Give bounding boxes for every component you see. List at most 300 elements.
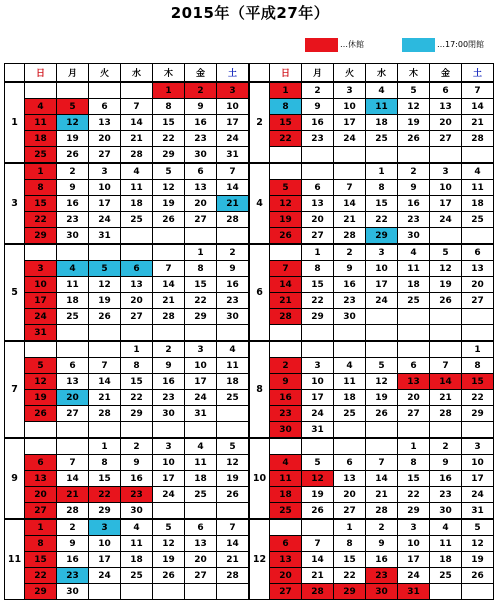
day-cell: 6: [302, 180, 334, 196]
day-cell: 2: [57, 519, 89, 536]
day-cell: 11: [217, 358, 250, 374]
day-cell: 25: [121, 568, 153, 584]
day-cell: 3: [25, 261, 57, 277]
day-cell: [153, 244, 185, 261]
day-cell: 17: [462, 471, 494, 487]
day-cell: [217, 503, 250, 520]
day-cell: 9: [334, 261, 366, 277]
day-cell: 6: [430, 82, 462, 99]
day-cell: [270, 244, 302, 261]
day-cell: 30: [334, 309, 366, 325]
day-cell: 21: [121, 131, 153, 147]
day-cell: 23: [398, 212, 430, 228]
day-cell: [270, 438, 302, 455]
day-cell: [430, 228, 462, 245]
day-cell: 2: [153, 341, 185, 358]
day-cell: 9: [57, 536, 89, 552]
day-cell: 5: [57, 99, 89, 115]
day-cell: [57, 438, 89, 455]
day-cell: 27: [185, 568, 217, 584]
day-cell: [153, 503, 185, 520]
day-cell: 27: [334, 503, 366, 520]
day-cell: 1: [366, 163, 398, 180]
day-cell: 27: [398, 406, 430, 422]
day-cell: 26: [270, 228, 302, 245]
day-cell: 11: [57, 277, 89, 293]
day-cell: 31: [398, 584, 430, 600]
day-cell: 7: [153, 261, 185, 277]
day-cell: 2: [302, 82, 334, 99]
day-cell: 22: [25, 212, 57, 228]
week-row: [5, 438, 494, 455]
day-cell: 8: [25, 180, 57, 196]
day-cell: 25: [398, 293, 430, 309]
day-cell: 30: [57, 584, 89, 600]
day-cell: 12: [153, 180, 185, 196]
day-cell: [270, 147, 302, 164]
day-cell: 21: [217, 196, 250, 212]
day-cell: 12: [270, 196, 302, 212]
day-cell: 26: [153, 568, 185, 584]
day-cell: [430, 325, 462, 342]
month-label: 9: [5, 438, 25, 519]
day-cell: 15: [270, 115, 302, 131]
day-cell: 16: [185, 115, 217, 131]
day-cell: 18: [57, 293, 89, 309]
day-cell: 9: [153, 358, 185, 374]
day-cell: 28: [153, 309, 185, 325]
day-cell: 23: [366, 568, 398, 584]
day-cell: 23: [217, 293, 250, 309]
day-cell: 13: [185, 536, 217, 552]
day-cell: 29: [89, 503, 121, 520]
day-cell: [57, 82, 89, 99]
day-cell: 20: [302, 212, 334, 228]
day-cell: 21: [302, 568, 334, 584]
day-cell: 10: [89, 180, 121, 196]
day-cell: 1: [302, 244, 334, 261]
day-cell: 3: [89, 519, 121, 536]
day-cell: 31: [89, 228, 121, 245]
day-cell: 6: [25, 455, 57, 471]
day-cell: [185, 584, 217, 600]
day-cell: 19: [217, 471, 250, 487]
weekday-header: 水: [121, 64, 153, 83]
day-cell: 19: [153, 196, 185, 212]
day-cell: 18: [25, 131, 57, 147]
day-cell: 19: [302, 487, 334, 503]
day-cell: 26: [398, 131, 430, 147]
day-cell: [398, 325, 430, 342]
day-cell: [366, 147, 398, 164]
day-cell: 2: [217, 244, 250, 261]
day-cell: 2: [334, 244, 366, 261]
day-cell: 13: [121, 277, 153, 293]
day-cell: 21: [217, 552, 250, 568]
day-cell: 30: [57, 228, 89, 245]
day-cell: 17: [398, 552, 430, 568]
day-cell: 12: [430, 261, 462, 277]
weekday-header: 火: [334, 64, 366, 83]
day-cell: [430, 147, 462, 164]
day-cell: 10: [89, 536, 121, 552]
day-cell: 27: [302, 228, 334, 245]
day-cell: 7: [217, 519, 250, 536]
day-cell: 11: [270, 471, 302, 487]
day-cell: [217, 325, 250, 342]
legend-label-closed: …休館: [340, 40, 364, 49]
day-cell: 15: [121, 374, 153, 390]
day-cell: 26: [430, 293, 462, 309]
day-cell: 11: [398, 261, 430, 277]
week-row: [5, 163, 494, 180]
day-cell: 28: [462, 131, 494, 147]
day-cell: 24: [217, 131, 250, 147]
week-row: [5, 82, 494, 99]
day-cell: 23: [57, 568, 89, 584]
day-cell: 28: [302, 584, 334, 600]
day-cell: 25: [185, 487, 217, 503]
day-cell: 22: [398, 487, 430, 503]
month-label: 7: [5, 341, 25, 438]
day-cell: 14: [270, 277, 302, 293]
day-cell: 21: [270, 293, 302, 309]
day-cell: 23: [430, 487, 462, 503]
month-header-blank: [5, 64, 25, 83]
day-cell: [462, 228, 494, 245]
day-cell: 23: [302, 131, 334, 147]
day-cell: [430, 584, 462, 600]
day-cell: 22: [302, 293, 334, 309]
day-cell: [153, 584, 185, 600]
day-cell: 30: [398, 228, 430, 245]
day-cell: [153, 422, 185, 439]
day-cell: [270, 325, 302, 342]
day-cell: 5: [89, 261, 121, 277]
day-cell: 20: [270, 568, 302, 584]
day-cell: 14: [217, 536, 250, 552]
day-cell: 29: [366, 228, 398, 245]
day-cell: 5: [366, 358, 398, 374]
day-cell: 20: [121, 293, 153, 309]
day-cell: 3: [366, 244, 398, 261]
day-cell: 1: [334, 519, 366, 536]
day-cell: 10: [366, 261, 398, 277]
day-cell: [25, 82, 57, 99]
day-cell: 25: [366, 131, 398, 147]
day-cell: 17: [25, 293, 57, 309]
day-cell: 27: [57, 406, 89, 422]
day-cell: [185, 228, 217, 245]
day-cell: 23: [121, 487, 153, 503]
day-cell: 23: [185, 131, 217, 147]
day-cell: 22: [270, 131, 302, 147]
day-cell: 1: [121, 341, 153, 358]
day-cell: 17: [366, 277, 398, 293]
day-cell: [366, 438, 398, 455]
day-cell: 19: [89, 293, 121, 309]
day-cell: 13: [462, 261, 494, 277]
day-cell: 14: [57, 471, 89, 487]
day-cell: [430, 341, 462, 358]
day-cell: 9: [366, 536, 398, 552]
day-cell: 16: [302, 115, 334, 131]
day-cell: [25, 244, 57, 261]
day-cell: 30: [217, 309, 250, 325]
day-cell: 23: [153, 390, 185, 406]
day-cell: 10: [430, 180, 462, 196]
day-cell: 29: [302, 309, 334, 325]
day-cell: 3: [302, 358, 334, 374]
day-cell: 10: [185, 358, 217, 374]
day-cell: 5: [153, 519, 185, 536]
day-cell: [334, 325, 366, 342]
day-cell: [334, 163, 366, 180]
day-cell: 6: [185, 519, 217, 536]
day-cell: 17: [89, 552, 121, 568]
day-cell: 24: [89, 212, 121, 228]
day-cell: 7: [334, 180, 366, 196]
day-cell: 6: [121, 261, 153, 277]
day-cell: 28: [366, 503, 398, 520]
day-cell: 13: [334, 471, 366, 487]
day-cell: 4: [121, 519, 153, 536]
day-cell: 3: [217, 82, 250, 99]
day-cell: [462, 584, 494, 600]
day-cell: 12: [57, 115, 89, 131]
day-cell: 7: [302, 536, 334, 552]
day-cell: 26: [366, 406, 398, 422]
day-cell: 20: [89, 131, 121, 147]
day-cell: 12: [89, 277, 121, 293]
day-cell: 20: [185, 196, 217, 212]
day-cell: 3: [462, 438, 494, 455]
day-cell: 31: [217, 147, 250, 164]
day-cell: 11: [366, 99, 398, 115]
page-title: 2015年（平成27年）: [170, 4, 330, 22]
day-cell: 7: [270, 261, 302, 277]
day-cell: 17: [185, 374, 217, 390]
day-cell: 31: [25, 325, 57, 342]
day-cell: 1: [153, 82, 185, 99]
day-cell: 7: [366, 455, 398, 471]
day-cell: 20: [25, 487, 57, 503]
day-cell: 15: [25, 196, 57, 212]
day-cell: 12: [302, 471, 334, 487]
day-cell: [57, 341, 89, 358]
day-cell: 28: [270, 309, 302, 325]
day-cell: 16: [121, 471, 153, 487]
day-cell: [121, 244, 153, 261]
day-cell: [334, 422, 366, 439]
day-cell: 1: [398, 438, 430, 455]
day-cell: 20: [398, 390, 430, 406]
day-cell: 13: [25, 471, 57, 487]
day-cell: [121, 82, 153, 99]
day-cell: 22: [153, 131, 185, 147]
day-cell: 2: [57, 163, 89, 180]
day-cell: [89, 82, 121, 99]
day-cell: 11: [334, 374, 366, 390]
day-cell: 15: [89, 471, 121, 487]
day-cell: 30: [366, 584, 398, 600]
day-cell: 24: [334, 131, 366, 147]
day-cell: 27: [185, 212, 217, 228]
day-cell: 21: [153, 293, 185, 309]
month-label: 1: [5, 82, 25, 163]
day-cell: 21: [57, 487, 89, 503]
day-cell: [366, 341, 398, 358]
day-cell: 13: [57, 374, 89, 390]
day-cell: 5: [25, 358, 57, 374]
day-cell: 20: [430, 115, 462, 131]
weekday-header-row: [5, 64, 494, 83]
day-cell: 8: [302, 261, 334, 277]
day-cell: 18: [334, 390, 366, 406]
day-cell: 21: [334, 212, 366, 228]
day-cell: [89, 325, 121, 342]
day-cell: [398, 341, 430, 358]
day-cell: 13: [430, 99, 462, 115]
month-label: 5: [5, 244, 25, 341]
month-label: 10: [249, 438, 270, 519]
day-cell: 10: [462, 455, 494, 471]
day-cell: 13: [89, 115, 121, 131]
legend: [0, 38, 500, 52]
day-cell: [121, 228, 153, 245]
day-cell: 28: [430, 406, 462, 422]
weekday-header: 火: [89, 64, 121, 83]
day-cell: 8: [398, 455, 430, 471]
day-cell: 6: [462, 244, 494, 261]
day-cell: 22: [89, 487, 121, 503]
weekday-header: 木: [153, 64, 185, 83]
weekday-header: 土: [462, 64, 494, 83]
week-row: [5, 341, 494, 358]
day-cell: 23: [270, 406, 302, 422]
day-cell: [334, 147, 366, 164]
day-cell: 9: [430, 455, 462, 471]
month-header-blank: [249, 64, 270, 83]
day-cell: 16: [57, 196, 89, 212]
weekday-header: 水: [366, 64, 398, 83]
day-cell: [121, 422, 153, 439]
day-cell: 20: [462, 277, 494, 293]
day-cell: [462, 309, 494, 325]
day-cell: 25: [430, 568, 462, 584]
day-cell: [462, 422, 494, 439]
day-cell: [366, 325, 398, 342]
day-cell: 14: [430, 374, 462, 390]
day-cell: 7: [430, 358, 462, 374]
day-cell: 27: [430, 131, 462, 147]
day-cell: 14: [153, 277, 185, 293]
day-cell: 11: [185, 455, 217, 471]
day-cell: 21: [89, 390, 121, 406]
day-cell: 22: [462, 390, 494, 406]
day-cell: 4: [398, 244, 430, 261]
day-cell: 26: [89, 309, 121, 325]
day-cell: [217, 228, 250, 245]
day-cell: 27: [121, 309, 153, 325]
day-cell: 6: [334, 455, 366, 471]
weekday-header: 土: [217, 64, 250, 83]
day-cell: 26: [153, 212, 185, 228]
day-cell: 26: [462, 568, 494, 584]
day-cell: 17: [334, 115, 366, 131]
day-cell: 21: [430, 390, 462, 406]
day-cell: [25, 341, 57, 358]
day-cell: [25, 422, 57, 439]
day-cell: 26: [217, 487, 250, 503]
day-cell: 26: [302, 503, 334, 520]
day-cell: 20: [185, 552, 217, 568]
day-cell: 28: [334, 228, 366, 245]
day-cell: 2: [398, 163, 430, 180]
day-cell: [302, 341, 334, 358]
day-cell: 21: [462, 115, 494, 131]
day-cell: 29: [25, 584, 57, 600]
day-cell: 5: [430, 244, 462, 261]
day-cell: 28: [89, 406, 121, 422]
day-cell: 30: [185, 147, 217, 164]
month-label: 8: [249, 341, 270, 438]
day-cell: 14: [121, 115, 153, 131]
day-cell: 29: [462, 406, 494, 422]
day-cell: 18: [217, 374, 250, 390]
day-cell: 24: [430, 212, 462, 228]
month-label: 3: [5, 163, 25, 244]
day-cell: 3: [430, 163, 462, 180]
day-cell: 10: [302, 374, 334, 390]
day-cell: 12: [398, 99, 430, 115]
day-cell: 3: [153, 438, 185, 455]
day-cell: 7: [57, 455, 89, 471]
day-cell: 26: [57, 147, 89, 164]
day-cell: 2: [430, 438, 462, 455]
day-cell: [334, 438, 366, 455]
day-cell: 15: [153, 115, 185, 131]
day-cell: 22: [334, 568, 366, 584]
day-cell: 4: [217, 341, 250, 358]
day-cell: [398, 309, 430, 325]
day-cell: 8: [334, 536, 366, 552]
day-cell: 8: [462, 358, 494, 374]
day-cell: [398, 147, 430, 164]
day-cell: 12: [153, 536, 185, 552]
day-cell: 2: [270, 358, 302, 374]
day-cell: 24: [153, 487, 185, 503]
day-cell: 25: [217, 390, 250, 406]
day-cell: 19: [366, 390, 398, 406]
day-cell: 25: [462, 212, 494, 228]
day-cell: 28: [217, 568, 250, 584]
day-cell: 16: [153, 374, 185, 390]
day-cell: 27: [270, 584, 302, 600]
day-cell: 30: [270, 422, 302, 439]
day-cell: 7: [89, 358, 121, 374]
day-cell: 24: [302, 406, 334, 422]
day-cell: [270, 341, 302, 358]
day-cell: 14: [366, 471, 398, 487]
day-cell: 19: [430, 277, 462, 293]
day-cell: 28: [57, 503, 89, 520]
month-label: 6: [249, 244, 270, 341]
day-cell: 22: [121, 390, 153, 406]
day-cell: [217, 422, 250, 439]
day-cell: 16: [398, 196, 430, 212]
day-cell: 8: [25, 536, 57, 552]
